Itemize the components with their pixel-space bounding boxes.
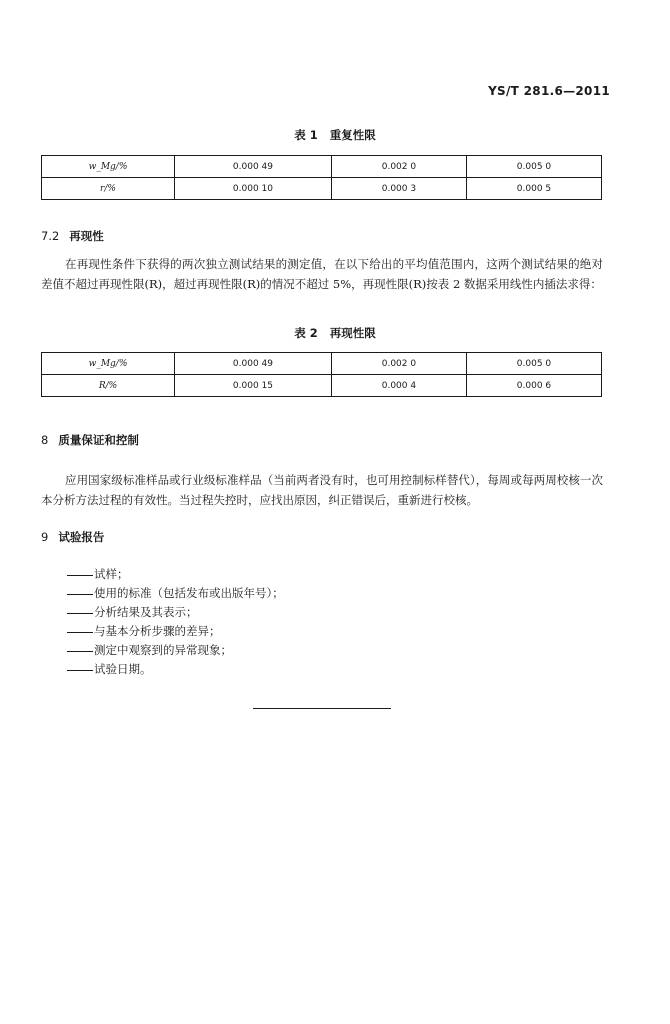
list-item: 试样； xyxy=(67,565,284,584)
list-item: 分析结果及其表示； xyxy=(67,603,284,622)
table-1-row-1-label: w_Mg/% xyxy=(42,156,175,178)
list-item: 试验日期。 xyxy=(67,660,284,679)
table-cell: 0.000 4 xyxy=(331,375,466,397)
table-row xyxy=(42,178,602,200)
table-cell: 0.000 3 xyxy=(331,178,466,200)
dash-mark xyxy=(67,670,93,671)
standard-code: YS/T 281.6—2011 xyxy=(488,84,610,98)
table-cell: 0.000 49 xyxy=(175,156,332,178)
table-row xyxy=(42,156,602,178)
table-cell: 0.000 49 xyxy=(175,353,332,375)
list-item: 与基本分析步骤的差异； xyxy=(67,622,284,641)
table-row xyxy=(42,353,602,375)
table-1 xyxy=(41,155,602,200)
table-cell: 0.000 15 xyxy=(175,375,332,397)
section-number: 9 xyxy=(41,530,49,544)
table-1-caption xyxy=(0,127,670,143)
table-1-number: 表 1 xyxy=(294,128,318,142)
section-7-2-heading xyxy=(41,228,104,244)
table-cell: 0.000 6 xyxy=(466,375,601,397)
table-cell: 0.000 10 xyxy=(175,178,332,200)
end-of-document-rule xyxy=(253,708,391,709)
list-item: 测定中观察到的异常现象； xyxy=(67,641,284,660)
report-items-list xyxy=(67,565,284,679)
table-cell: 0.005 0 xyxy=(466,353,601,375)
section-title: 质量保证和控制 xyxy=(58,433,139,447)
dash-mark xyxy=(67,632,93,633)
dash-mark xyxy=(67,575,93,576)
table-cell: 0.002 0 xyxy=(331,156,466,178)
table-2-caption xyxy=(0,325,670,341)
table-2 xyxy=(41,352,602,397)
table-1-title: 重复性限 xyxy=(329,128,376,142)
section-title: 再现性 xyxy=(69,229,104,243)
table-2-title: 再现性限 xyxy=(329,326,376,340)
section-number: 7.2 xyxy=(41,229,60,243)
section-title: 试验报告 xyxy=(58,530,105,544)
section-8-text: 应用国家级标准样品或行业级标准样品（当前两者没有时，也可用控制标样替代），每周或每两周校核一次本分析方法过程的有效性。当过程失控时，应找出原因，纠正错误后，重新进行校核。 xyxy=(41,473,603,507)
dash-mark xyxy=(67,651,93,652)
list-item: 使用的标准（包括发布或出版年号）； xyxy=(67,584,284,603)
table-row xyxy=(42,375,602,397)
table-cell: 0.002 0 xyxy=(331,353,466,375)
section-7-2-text: 在再现性条件下获得的两次独立测试结果的测定值，在以下给出的平均值范围内，这两个测试结果的绝对差值不超过再现性限(R)，超过再现性限(R)的情况不超过 5%，再现性限(R)按表 2 数据采用线性内插法求得： xyxy=(41,257,603,291)
table-cell: 0.000 5 xyxy=(466,178,601,200)
section-number: 8 xyxy=(41,433,49,447)
dash-mark xyxy=(67,594,93,595)
table-2-row-2-label: R/% xyxy=(42,375,175,397)
dash-mark xyxy=(67,613,93,614)
section-8-heading xyxy=(41,432,139,448)
table-2-row-1-label: w_Mg/% xyxy=(42,353,175,375)
table-cell: 0.005 0 xyxy=(466,156,601,178)
section-9-heading xyxy=(41,529,104,545)
table-1-row-2-label: r/% xyxy=(42,178,175,200)
table-2-number: 表 2 xyxy=(294,326,318,340)
